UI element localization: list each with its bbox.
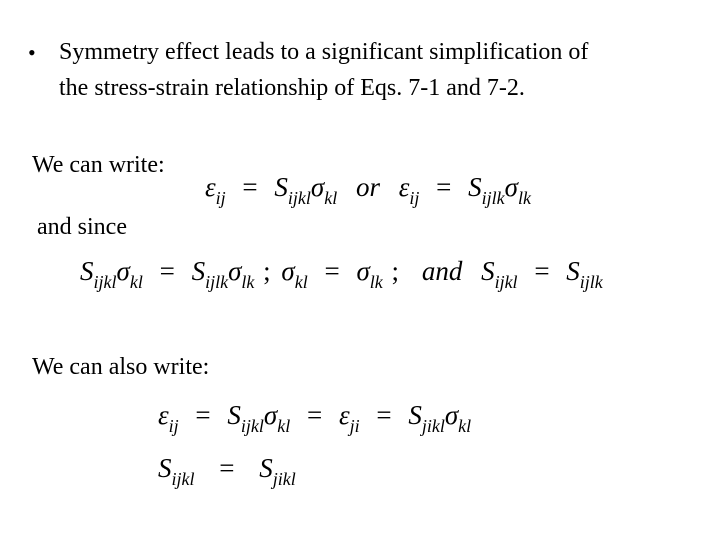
epsilon-symbol: ε bbox=[205, 172, 216, 202]
sigma-symbol: σ bbox=[310, 172, 325, 202]
we-can-also-write-label: We can also write: bbox=[32, 354, 210, 380]
equation-compliance-symmetry: $S_{ijkl} = S_{jikl}$ bbox=[158, 453, 296, 489]
equation-strain-symmetry: $\varepsilon_{ij} = S_{ijkl}\sigma_{kl} = \varepsilon_{ji} = S_{jikl}\sigma_{kl}$ bbox=[158, 400, 472, 436]
bullet-line-2: the stress-strain relationship of Eqs. 7-1 and 7-2. bbox=[59, 75, 525, 101]
equation-strain-compliance: $\varepsilon_{ij} = S_{ijkl}\sigma_{kl}$ or $\varepsilon_{ij} = S_{ijlk}\sigma_{lk}$ bbox=[205, 172, 531, 208]
equation-symmetry: $S_{ijkl}\sigma_{kl} = S_{ijlk}\sigma_{lk}$ ; $\sigma_{kl} = \sigma_{lk}$ ; and $S_{ijkl} = S_{ijlk}$ bbox=[80, 256, 603, 292]
bullet-line-1: Symmetry effect leads to a significant simplification of bbox=[59, 39, 589, 65]
bullet-marker: • bbox=[28, 40, 36, 65]
we-can-write-label: We can write: bbox=[32, 152, 165, 178]
and-since-label: and since bbox=[37, 214, 127, 240]
